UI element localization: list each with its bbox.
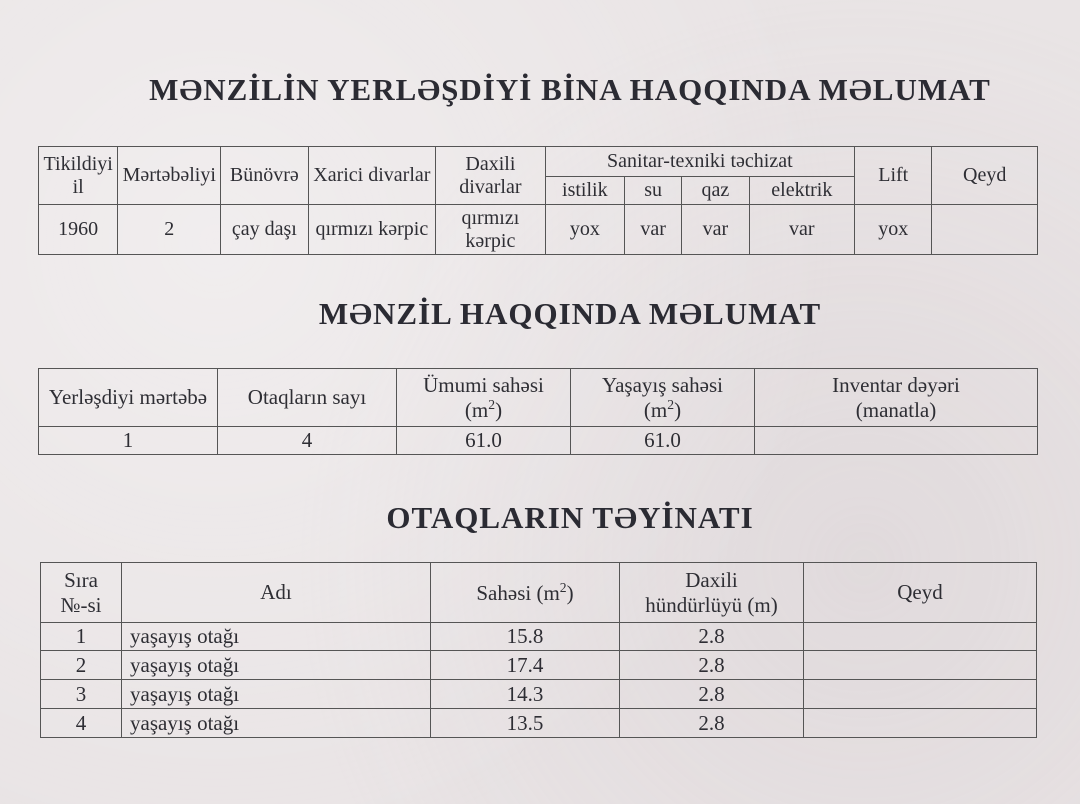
cell-living-area: 61.0 — [571, 427, 755, 455]
cell-room-index: 3 — [41, 680, 122, 709]
header-room-name: Adı — [122, 563, 431, 623]
cell-room-count: 4 — [218, 427, 397, 455]
table-row — [41, 680, 1037, 709]
header-year: Tikildiyi il — [39, 147, 118, 205]
header-room-note: Qeyd — [804, 563, 1037, 623]
cell-room-name: yaşayış otağı — [122, 709, 431, 738]
cell-electric: var — [749, 205, 854, 255]
cell-apartment-floor: 1 — [39, 427, 218, 455]
header-room-count: Otaqların sayı — [218, 369, 397, 427]
total-area-unit: (m — [464, 398, 489, 422]
cell-total-area: 61.0 — [397, 427, 571, 455]
header-room-height — [620, 563, 804, 623]
header-note: Qeyd — [932, 147, 1038, 205]
cell-outer-walls: qırmızı kərpic — [308, 205, 436, 255]
inventory-unit: (manatla) — [855, 397, 937, 422]
cell-room-area: 17.4 — [431, 651, 620, 680]
cell-room-name: yaşayış otağı — [122, 623, 431, 651]
header-living-area: Yaşayış sahəsi $(m^2)$ — [571, 369, 755, 427]
apartment-section-title: MƏNZİL HAQQINDA MƏLUMAT — [318, 296, 822, 331]
cell-room-height: 2.8 — [620, 651, 804, 680]
cell-room-note — [804, 623, 1037, 651]
cell-room-height: 2.8 — [620, 680, 804, 709]
cell-room-note — [804, 680, 1037, 709]
cell-room-note — [804, 709, 1037, 738]
rooms-section-title: OTAQLARIN TƏYİNATI — [386, 500, 754, 535]
header-heating: istilik — [545, 177, 624, 205]
cell-room-height: 2.8 — [620, 709, 804, 738]
cell-floors: 2 — [118, 205, 221, 255]
index-label-2: №-si — [60, 592, 102, 617]
header-inventory — [755, 369, 1038, 427]
cell-room-area: 14.3 — [431, 680, 620, 709]
room-area-label: Sahəsi (m — [476, 580, 560, 605]
cell-note — [932, 205, 1038, 255]
cell-room-index: 4 — [41, 709, 122, 738]
cell-water: var — [625, 205, 682, 255]
rooms-table — [40, 562, 1037, 738]
header-electric: elektrik — [749, 177, 854, 205]
header-gas: qaz — [682, 177, 749, 205]
total-area-label: Ümumi sahəsi — [423, 372, 544, 397]
building-info-table — [38, 146, 1038, 255]
header-index — [41, 563, 122, 623]
header-inner-walls: Daxili divarlar — [436, 147, 546, 205]
building-section-title: MƏNZİLİN YERLƏŞDİYİ BİNA HAQQINDA MƏLUMAT — [149, 72, 991, 107]
cell-room-index: 1 — [41, 623, 122, 651]
cell-room-height: 2.8 — [620, 623, 804, 651]
cell-room-name: yaşayış otağı — [122, 651, 431, 680]
table-row — [41, 709, 1037, 738]
header-total-area: Ümumi sahəsi $(m^2)$ — [397, 369, 571, 427]
header-floors: Mərtəbəliyi — [118, 147, 221, 205]
room-height-label-1: Daxili — [685, 568, 738, 593]
header-water: su — [625, 177, 682, 205]
cell-foundation: çay daşı — [221, 205, 308, 255]
cell-room-area: 13.5 — [431, 709, 620, 738]
header-foundation: Bünövrə — [221, 147, 308, 205]
apartment-info-table — [38, 368, 1038, 455]
cell-lift: yox — [855, 205, 932, 255]
cell-inventory — [755, 427, 1038, 455]
header-sanitary: Sanitar-texniki təchizat — [545, 147, 854, 177]
table-row — [41, 623, 1037, 651]
cell-gas: var — [682, 205, 749, 255]
cell-room-note — [804, 651, 1037, 680]
header-room-area: Sahəsi $(m^2)$ — [431, 563, 620, 623]
cell-year: 1960 — [39, 205, 118, 255]
room-height-label-2: hündürlüyü (m) — [645, 592, 778, 617]
cell-room-index: 2 — [41, 651, 122, 680]
index-label-1: Sıra — [64, 568, 98, 593]
cell-inner-walls: qırmızı kərpic — [436, 205, 546, 255]
inventory-label: Inventar dəyəri — [832, 373, 960, 398]
header-apartment-floor: Yerləşdiyi mərtəbə — [39, 369, 218, 427]
living-area-unit: (m — [643, 398, 668, 422]
header-lift: Lift — [855, 147, 932, 205]
header-outer-walls: Xarici divarlar — [308, 147, 436, 205]
table-row — [41, 651, 1037, 680]
cell-room-area: 15.8 — [431, 623, 620, 651]
living-area-label: Yaşayış sahəsi — [602, 372, 723, 397]
cell-heating: yox — [545, 205, 624, 255]
cell-room-name: yaşayış otağı — [122, 680, 431, 709]
